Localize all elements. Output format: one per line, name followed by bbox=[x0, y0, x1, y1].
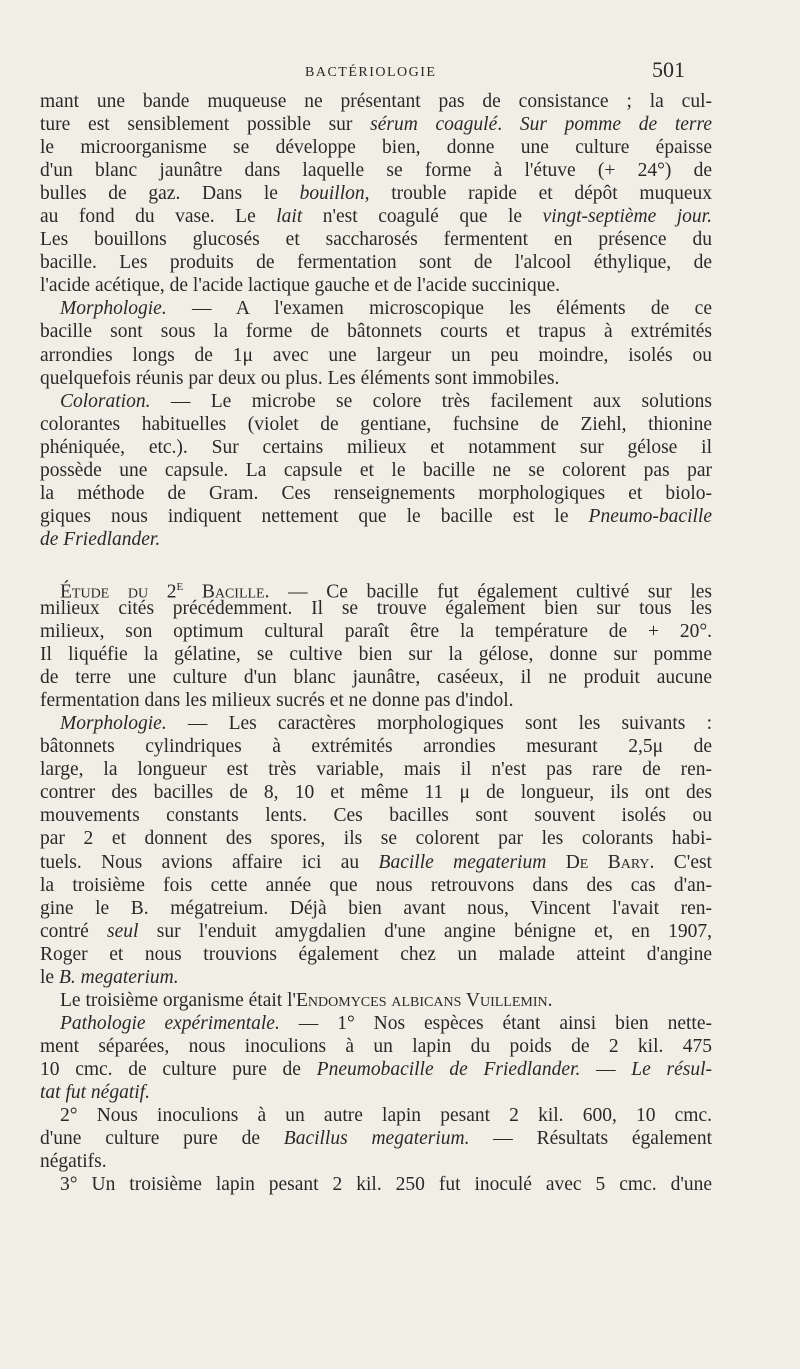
text-line: par 2 et donnent des spores, ils se colorent par les colorants habi- bbox=[40, 828, 712, 850]
text-line: bacille. Les produits de fermentation sont de l'alcool éthylique, de bbox=[40, 252, 712, 274]
text-line: tuels. Nous avions affaire ici au Bacille megaterium De Bary. C'est bbox=[40, 851, 712, 873]
text-line: d'un blanc jaunâtre dans laquelle se forme à l'étuve (+ 24°) de bbox=[40, 160, 712, 182]
text-line: d'une culture pure de Bacillus megaterium. — Résultats également bbox=[40, 1128, 713, 1150]
paragraph-start: Le troisième organisme était l'Endomyces albicans Vuillemin. bbox=[60, 989, 553, 1011]
text-line: contré seul sur l'enduit amygdalien d'une angine bénigne et, en 1907, bbox=[40, 920, 712, 942]
text-line: giques nous indiquent nettement que le bacille est le Pneumo-bacille bbox=[40, 505, 712, 527]
text-line: colorantes habituelles (violet de gentiane, fuchsine de Ziehl, thionine bbox=[40, 413, 712, 435]
text-line: arrondies longs de 1μ avec une largeur un peu moindre, isolés ou bbox=[40, 344, 712, 366]
text-line: quelquefois réunis par deux ou plus. Les éléments sont immobiles. bbox=[40, 367, 560, 389]
text-line: contrer des bacilles de 8, 10 et même 11 μ de longueur, ils ont des bbox=[40, 782, 712, 804]
text-line: le microorganisme se développe bien, donne une culture épaisse bbox=[40, 137, 712, 159]
text-line: de Friedlander. bbox=[40, 528, 161, 550]
section-heading: Morphologie. bbox=[60, 713, 167, 735]
text-line: Roger et nous trouvions également chez un malade atteint d'angine bbox=[40, 943, 712, 965]
text-line: 10 cmc. de culture pure de Pneumobacille de Friedlander. — Le résul- bbox=[40, 1058, 712, 1080]
text-line: bâtonnets cylindriques à extrémités arrondies mesurant 2,5μ de bbox=[40, 736, 712, 758]
text-line: large, la longueur est très variable, mais il n'est pas rare de ren- bbox=[40, 759, 712, 781]
text-line: de terre une culture d'un blanc jaunâtre, caséeux, il ne produit aucune bbox=[40, 667, 712, 689]
page-number: 501 bbox=[652, 57, 685, 82]
text-line: la méthode de Gram. Ces renseignements morphologiques et biolo- bbox=[40, 482, 712, 504]
text-line: milieux cités précédemment. Il se trouve également bien sur tous les bbox=[40, 597, 712, 619]
text-line: la troisième fois cette année que nous retrouvons dans des cas d'an- bbox=[40, 874, 712, 896]
running-head: BACTÉRIOLOGIE bbox=[305, 65, 437, 80]
paragraph-start: 2° Nous inoculions à un autre lapin pesant 2 kil. 600, 10 cmc. bbox=[60, 1105, 712, 1127]
page-header bbox=[0, 55, 800, 91]
paragraph-start: 3° Un troisième lapin pesant 2 kil. 250 fut inoculé avec 5 cmc. d'une bbox=[60, 1174, 712, 1196]
text-line: Les bouillons glucosés et saccharosés fermentent en présence du bbox=[40, 229, 712, 251]
text-line: possède une capsule. La capsule et le bacille ne se colorent pas par bbox=[40, 459, 712, 481]
text-line: négatifs. bbox=[40, 1151, 107, 1173]
paragraph-start: Étude du 2e Bacille. — Ce bacille fut également cultivé sur les bbox=[60, 575, 712, 603]
paragraph-start: Pathologie expérimentale. — 1° Nos espèces étant ainsi bien nette- bbox=[60, 1012, 712, 1034]
section-heading: Coloration. bbox=[60, 390, 151, 412]
text-line: fermentation dans les milieux sucrés et ne donne pas d'indol. bbox=[40, 690, 514, 712]
text-line: mant une bande muqueuse ne présentant pas de consistance ; la cul- bbox=[40, 91, 712, 112]
paragraph-gap bbox=[40, 551, 712, 574]
text-line: bulles de gaz. Dans le bouillon, trouble rapide et dépôt muqueux bbox=[40, 183, 712, 205]
section-heading: Morphologie. bbox=[60, 298, 167, 320]
text-line: gine le B. mégatreium. Déjà bien avant nous, Vincent l'avait ren- bbox=[40, 897, 712, 919]
text-line: tat fut négatif. bbox=[40, 1081, 150, 1103]
paragraph-start: Morphologie. — Les caractères morphologiques sont les suivants : bbox=[60, 713, 712, 735]
text-line: milieux, son optimum cultural paraît être la température de + 20°. bbox=[40, 621, 712, 643]
body-text bbox=[40, 90, 712, 1196]
paragraph-start: Morphologie. — A l'examen microscopique les éléments de ce bbox=[60, 298, 712, 320]
text-line: Il liquéfie la gélatine, se cultive bien sur la gélose, donne sur pomme bbox=[40, 644, 712, 666]
text-line: au fond du vase. Le lait n'est coagulé que le vingt-septième jour. bbox=[40, 206, 712, 228]
text-line: ment séparées, nous inoculions à un lapin du poids de 2 kil. 475 bbox=[40, 1035, 712, 1057]
section-heading: Étude du 2 bbox=[60, 581, 177, 603]
paragraph-start: Coloration. — Le microbe se colore très facilement aux solutions bbox=[60, 390, 712, 412]
section-heading: Pathologie expérimentale. bbox=[60, 1012, 280, 1034]
text-line: bacille sont sous la forme de bâtonnets courts et trapus à extrémités bbox=[40, 321, 712, 343]
text-line: l'acide acétique, de l'acide lactique gauche et de l'acide succinique. bbox=[40, 275, 560, 297]
text-line: ture est sensiblement possible sur sérum coagulé. Sur pomme de terre bbox=[40, 114, 713, 136]
text-line: mouvements constants lents. Ces bacilles sont souvent isolés ou bbox=[40, 805, 712, 827]
text-line: phéniquée, etc.). Sur certains milieux et notamment sur gélose il bbox=[40, 436, 712, 458]
text-line: le B. megaterium. bbox=[40, 966, 179, 988]
